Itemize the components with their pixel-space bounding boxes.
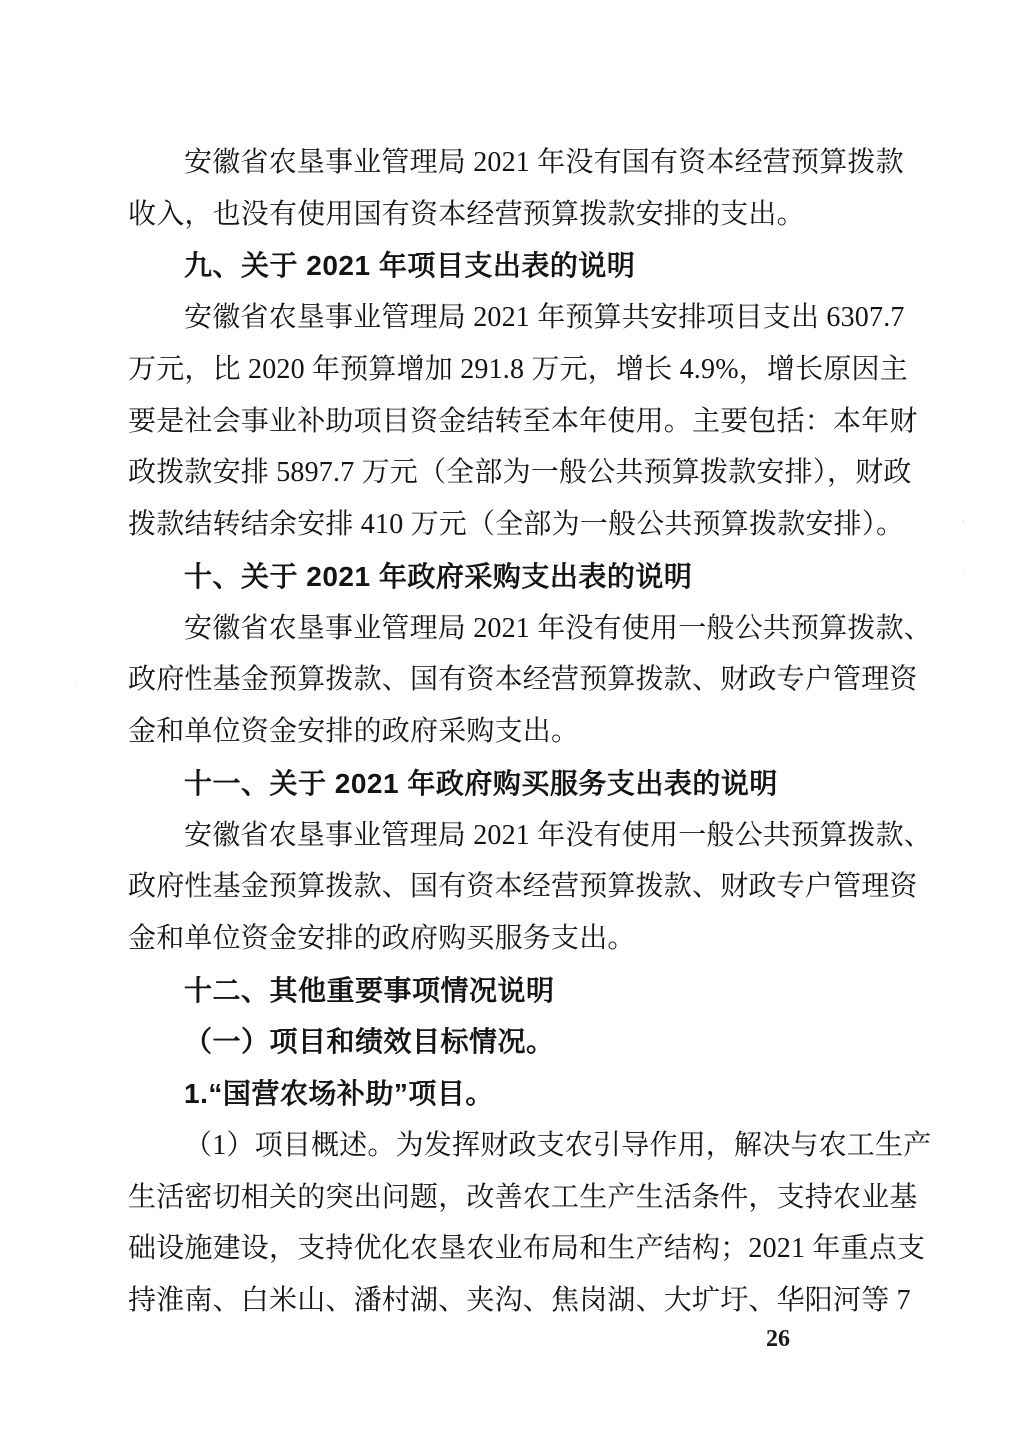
paragraph-line: （1）项目概述。为发挥财政支农引导作用，解决与农工生产 bbox=[184, 1129, 932, 1161]
paragraph-line: 收入，也没有使用国有资本经营预算拨款安排的支出。 bbox=[128, 198, 805, 230]
paragraph-line: 安徽省农垦事业管理局 2021 年没有国有资本经营预算拨款 bbox=[184, 147, 904, 178]
paragraph-line: 政拨款安排 5897.7 万元（全部为一般公共预算拨款安排），财政 bbox=[128, 457, 912, 489]
scan-noise bbox=[0, 0, 2, 2]
section-heading-12: 十二、其他重要事项情况说明 bbox=[184, 974, 555, 1006]
section-heading-10: 十、关于 2021 年政府采购支出表的说明 bbox=[184, 560, 693, 592]
paragraph-line: 持淮南、白米山、潘村湖、夹沟、焦岗湖、大圹圩、华阳河等 7 bbox=[128, 1285, 911, 1317]
paragraph-line: 安徽省农垦事业管理局 2021 年没有使用一般公共预算拨款、 bbox=[184, 819, 933, 851]
paragraph-line: 要是社会事业补助项目资金结转至本年使用。主要包括：本年财 bbox=[128, 405, 918, 437]
document-body bbox=[128, 137, 933, 1327]
item-heading-1: 1.“国营农场补助”项目。 bbox=[184, 1078, 494, 1110]
paragraph-line: 生活密切相关的突出问题，改善农工生产生活条件，支持农业基 bbox=[128, 1181, 918, 1213]
subsection-heading-1: （一）项目和绩效目标情况。 bbox=[184, 1026, 555, 1058]
paragraph-line: 金和单位资金安排的政府购买服务支出。 bbox=[128, 923, 636, 955]
paragraph-line: 万元，比 2020 年预算增加 291.8 万元，增长 4.9%，增长原因主 bbox=[128, 353, 908, 385]
paragraph-line: 政府性基金预算拨款、国有资本经营预算拨款、财政专户管理资 bbox=[128, 871, 918, 903]
paragraph-line: 安徽省农垦事业管理局 2021 年没有使用一般公共预算拨款、 bbox=[184, 612, 933, 644]
paragraph-line: 拨款结转结余安排 410 万元（全部为一般公共预算拨款安排）。 bbox=[128, 509, 905, 541]
section-heading-11: 十一、关于 2021 年政府购买服务支出表的说明 bbox=[184, 767, 778, 799]
page-number: 26 bbox=[766, 1326, 790, 1352]
paragraph-line: 础设施建设，支持优化农垦农业布局和生产结构；2021 年重点支 bbox=[128, 1233, 926, 1265]
paragraph-line: 金和单位资金安排的政府采购支出。 bbox=[128, 716, 580, 748]
paragraph-line: 安徽省农垦事业管理局 2021 年预算共安排项目支出 6307.7 bbox=[184, 302, 905, 334]
section-heading-9: 九、关于 2021 年项目支出表的说明 bbox=[184, 250, 636, 282]
paragraph-line: 政府性基金预算拨款、国有资本经营预算拨款、财政专户管理资 bbox=[128, 664, 918, 696]
